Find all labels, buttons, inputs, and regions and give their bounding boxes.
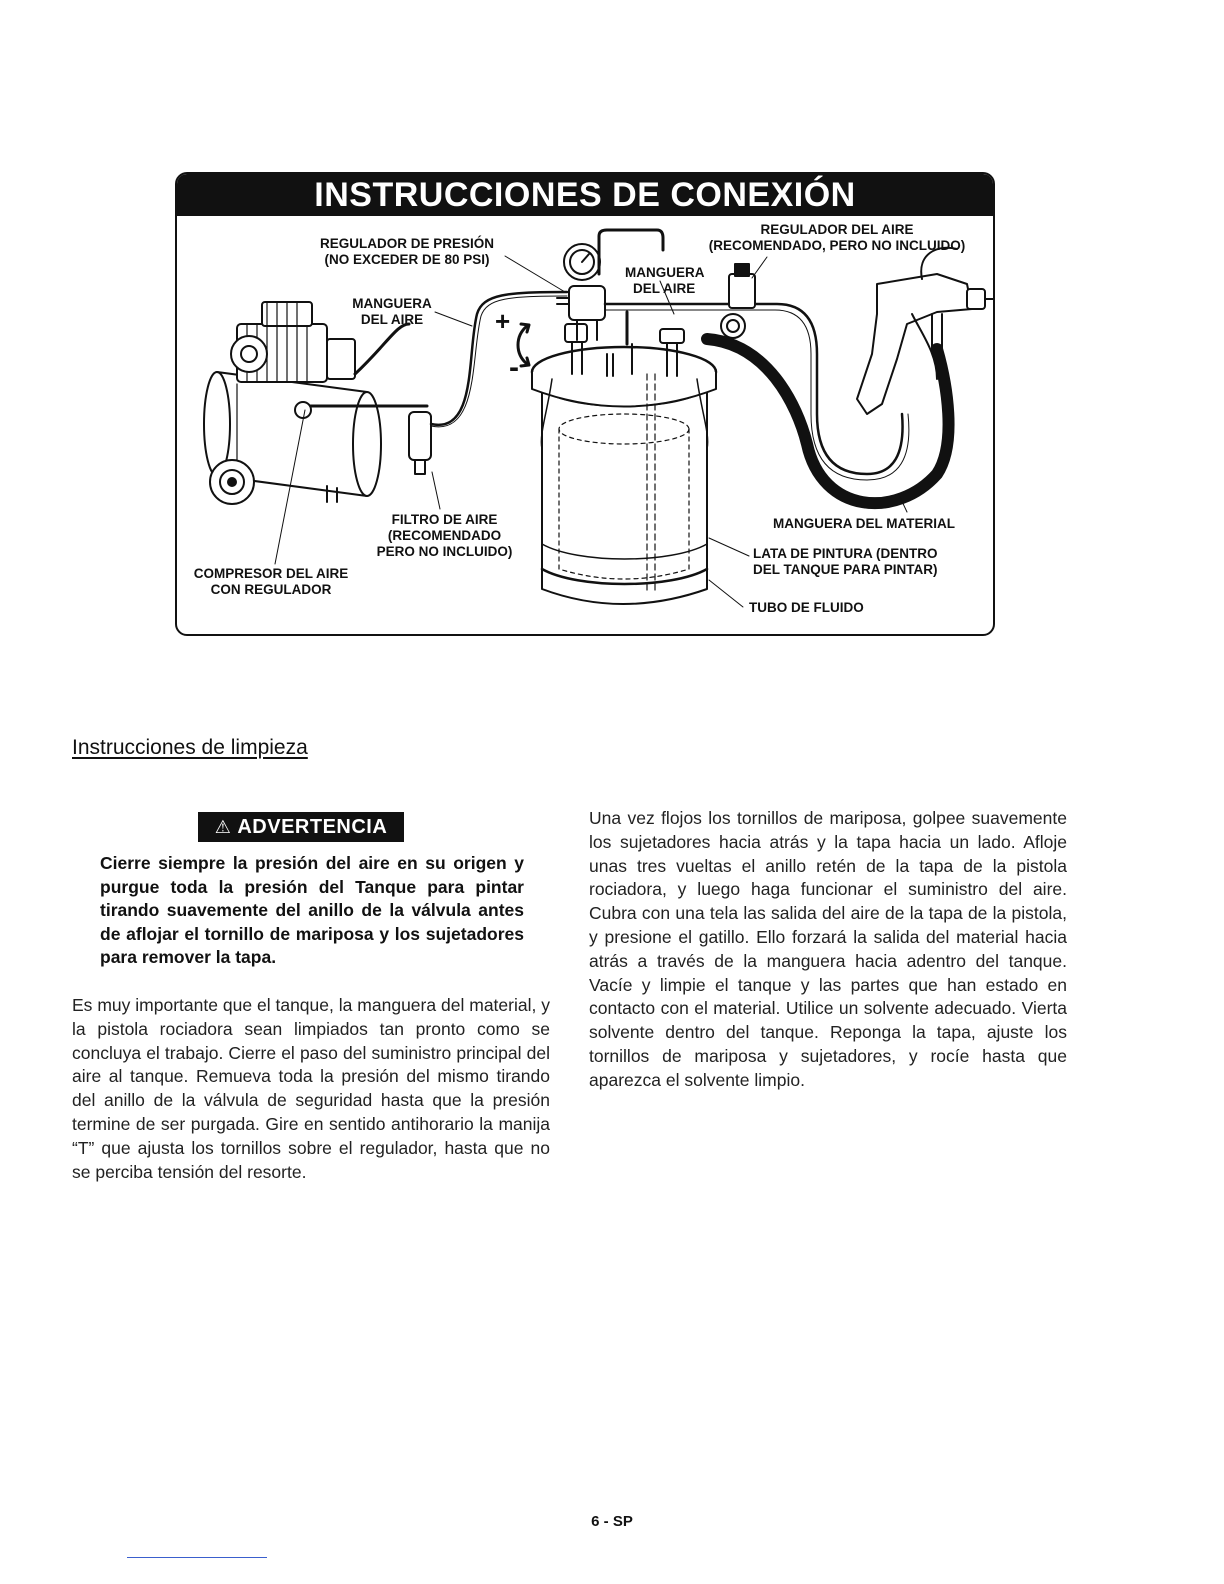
cleaning-paragraph-left: Es muy importante que el tanque, la manguera del material, y la pistola rociadora sean limpiados tan pronto como se concluya el trabajo. Cierre el paso del suministro principal del aire al tanque. Remueva toda la presión del mismo tirando del anillo de la válvula de seguridad hasta que la presión termine de ser purgada. Gire en sentido antihorario la manija “T” que ajusta los tornillos sobre el regulador, hasta que no se perciba tensión del resorte. <box>72 995 550 1182</box>
fluid-tube-label: TUBO DE FLUIDO <box>749 600 864 615</box>
air-hose-center-label: MANGUERA DEL AIRE <box>625 265 705 296</box>
increase-sign: + <box>495 306 511 336</box>
paint-can-label: LATA DE PINTURA (DENTRO DEL TANQUE PARA PINTAR) <box>753 546 938 577</box>
warning-triangle-icon: ⚠ <box>214 817 232 837</box>
cleaning-section-title: Instrucciones de limpieza <box>72 736 308 759</box>
air-regulator-label: REGULADOR DEL AIRE (RECOMENDADO, PERO NO INCLUIDO) <box>708 222 966 253</box>
page-number: 6 - SP <box>591 1513 633 1530</box>
air-hose-left-label: MANGUERA DEL AIRE <box>352 296 432 327</box>
warning-text: Cierre siempre la presión del aire en su origen y purgue toda la presión del Tanque para pintar tirando suavemente del anillo de la válvula antes de aflojar el tornillo de mariposa y los sujetadores para remover la tapa. <box>100 853 524 967</box>
material-hose-label: MANGUERA DEL MATERIAL <box>773 516 955 531</box>
warning-badge <box>198 812 404 842</box>
decrease-sign: - <box>509 351 519 384</box>
material-hose <box>707 339 949 503</box>
air-filter-label: FILTRO DE AIRE (RECOMENDADO PERO NO INCLUIDO) <box>376 512 513 559</box>
pressure-regulator-label: REGULADOR DE PRESIÓN (NO EXCEDER DE 80 PSI) <box>319 236 495 267</box>
footer-rule <box>127 1557 267 1558</box>
warning-label: ADVERTENCIA <box>237 816 388 838</box>
compressor-label: COMPRESOR DEL AIRE CON REGULADOR <box>193 566 349 597</box>
spray-gun-illustration <box>857 248 993 414</box>
connection-instructions-panel <box>175 172 995 636</box>
panel-title: INSTRUCCIONES DE CONEXIÓN <box>177 174 993 216</box>
cleaning-paragraph-right: Una vez flojos los tornillos de mariposa, golpee suavemente los sujetadores hacia atrás y la tapa hacia un lado. Afloje unas tres vueltas el anillo retén de la tapa de la pistola rociadora, y luego haga funcionar el suministro del aire. Cubra con una tela las salida del aire de la tapa de la pistola, y presione el gatillo. Ello forzará la salida del material hacia atrás a través de la manguera hacia adentro del tanque. Vacíe y limpie el tanque y las partes que han estado en contacto con el material. Utilice un solvente adecuado. Vierta solvente dentro del tanque. Reponga la tapa, ajuste los tornillos de mariposa y sujetadores, y rocíe hasta que aparezca el solvente limpio. <box>589 808 1067 1090</box>
